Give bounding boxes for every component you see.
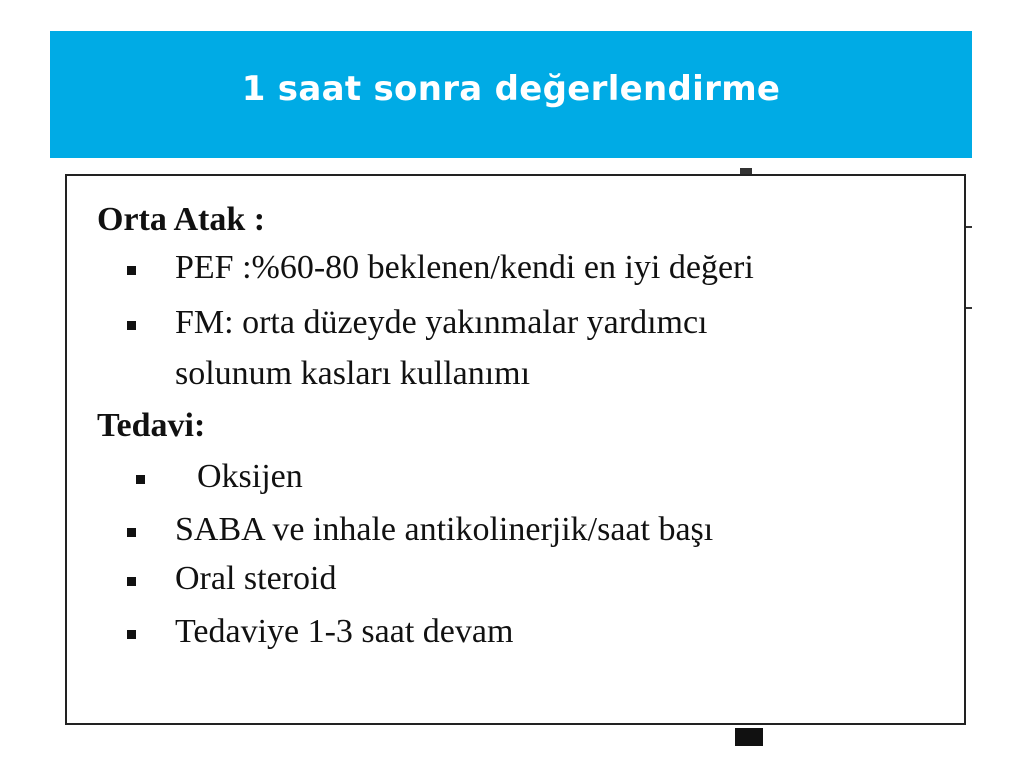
bullet-text: Tedaviye 1-3 saat devam	[175, 613, 514, 650]
title-banner	[50, 31, 972, 158]
bullet-text: Oral steroid	[175, 560, 337, 597]
section-heading-tedavi: Tedavi:	[97, 407, 206, 444]
bullet-icon	[136, 475, 145, 484]
bullet-icon	[127, 577, 136, 586]
section-heading-orta-atak: Orta Atak :	[97, 201, 266, 238]
bullet-icon	[127, 630, 136, 639]
content-box	[65, 174, 966, 725]
bullet-text: PEF :%60-80 beklenen/kendi en iyi değeri	[175, 249, 754, 286]
background-fragment-block	[735, 728, 763, 746]
bullet-icon	[127, 321, 136, 330]
slide-title: 1 saat sonra değerlendirme	[241, 68, 781, 109]
bullet-icon	[127, 266, 136, 275]
bullet-text: FM: orta düzeyde yakınmalar yardımcı	[175, 304, 708, 341]
bullet-text: SABA ve inhale antikolinerjik/saat başı	[175, 511, 714, 548]
bullet-icon	[127, 528, 136, 537]
bullet-text: solunum kasları kullanımı	[175, 355, 531, 392]
bullet-text: Oksijen	[197, 458, 303, 495]
